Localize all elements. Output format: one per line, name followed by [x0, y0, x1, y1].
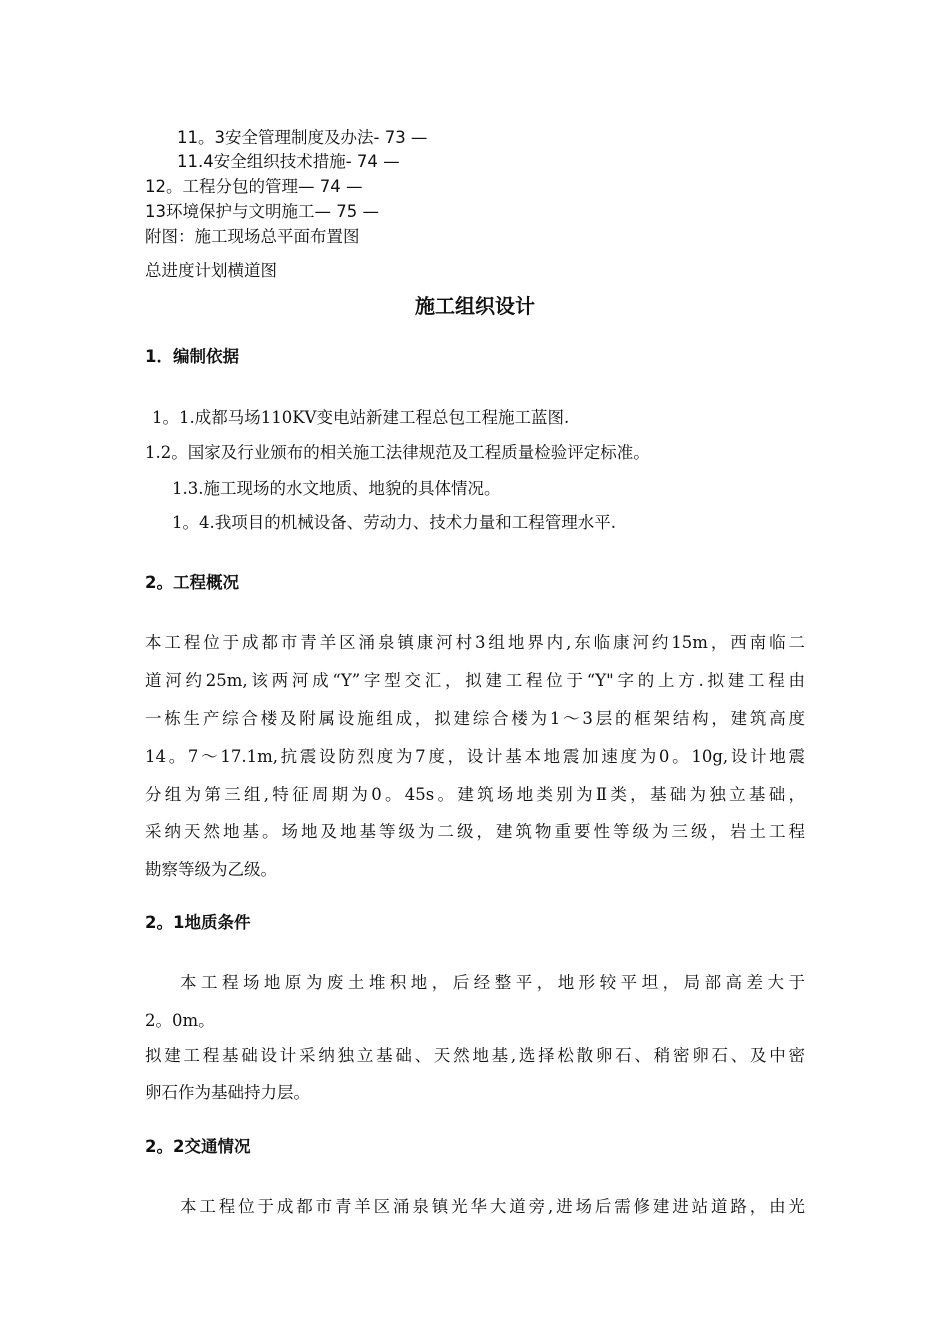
section-1-item-2: 1.2。国家及行业颁布的相关施工法律规范及工程质量检验评定标准。: [145, 443, 650, 462]
section-2-2-heading: 2。2交通情况: [145, 1137, 251, 1156]
toc-item-11-4: 11.4安全组织技术措施- 74 —: [177, 152, 400, 171]
section-2-heading: 2。工程概况: [145, 573, 239, 592]
toc-appendix-1: 附图：施工现场总平面布置图: [145, 227, 360, 246]
section-2-line-7: 勘察等级为乙级。: [145, 860, 277, 879]
section-2-line-6: 采纳天然地基。场地及地基等级为二级，建筑物重要性等级为三级，岩土工程: [145, 822, 805, 841]
section-2-line-2: 道河约25m,该两河成“Y”字型交汇，拟建工程位于“Y"字的上方.拟建工程由: [145, 671, 805, 690]
section-2-1-line-2: 2。0m。: [145, 1011, 215, 1030]
document-title: 施工组织设计: [415, 294, 535, 318]
section-2-line-3: 一栋生产综合楼及附属设施组成，拟建综合楼为1～3层的框架结构，建筑高度: [145, 709, 805, 728]
section-2-2-line-1: 本工程位于成都市青羊区涌泉镇光华大道旁,进场后需修建进站道路，由光: [180, 1197, 805, 1216]
section-2-line-5: 分组为第三组,特征周期为0。45s。建筑场地类别为Ⅱ类，基础为独立基础，: [145, 785, 805, 804]
toc-item-11-3: 11。3安全管理制度及办法- 73 —: [177, 128, 428, 147]
section-1-item-1: 1。1.成都马场110KV变电站新建工程总包工程施工蓝图.: [152, 408, 570, 427]
toc-item-12: 12。工程分包的管理— 74 —: [145, 177, 363, 196]
section-2-1-line-1: 本工程场地原为废土堆积地，后经整平，地形较平坦，局部高差大于: [180, 973, 805, 992]
toc-appendix-2: 总进度计划横道图: [145, 261, 277, 280]
section-1-item-4: 1。4.我项目的机械设备、劳动力、技术力量和工程管理水平.: [172, 513, 616, 532]
section-2-1-heading: 2。1地质条件: [145, 913, 251, 932]
section-2-1-line-3: 拟建工程基础设计采纳独立基础、天然地基,选择松散卵石、稍密卵石、及中密: [145, 1046, 805, 1065]
section-1-item-3: 1.3.施工现场的水文地质、地貌的具体情况。: [172, 479, 501, 498]
section-1-heading: 1．编制依据: [145, 347, 239, 366]
section-2-line-4: 14。7～17.1m,抗震设防烈度为7度，设计基本地震加速度为0。10g,设计地震: [145, 747, 805, 766]
section-2-1-line-4: 卵石作为基础持力层。: [145, 1083, 310, 1102]
toc-item-13: 13环境保护与文明施工— 75 —: [145, 202, 379, 221]
section-2-line-1: 本工程位于成都市青羊区涌泉镇康河村3组地界内,东临康河约15m，西南临二: [145, 633, 805, 652]
